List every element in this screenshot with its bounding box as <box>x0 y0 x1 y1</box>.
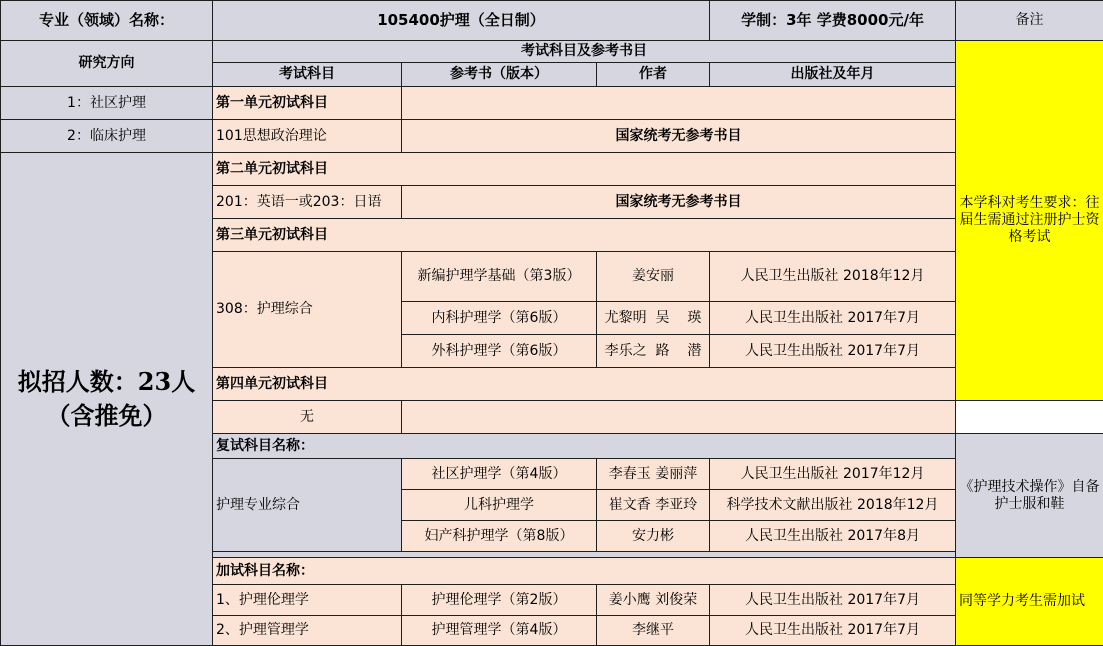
additional-author-2: 李继平 <box>597 616 710 646</box>
remarks-header: 备注 <box>956 1 1103 41</box>
enrollment-note: （含推免） <box>46 401 167 430</box>
additional-publisher-2: 人民卫生出版社 2017年7月 <box>710 616 956 646</box>
unit3-book-3: 外科护理学（第6版） <box>402 335 597 368</box>
unit1-title: 第一单元初试科目 <box>213 87 402 120</box>
reference-book-header: 参考书（版本） <box>402 63 597 87</box>
additional-author-1: 姜小鹰 刘俊荣 <box>597 585 710 616</box>
retest-book-1: 社区护理学（第4版） <box>402 459 597 490</box>
publisher-header: 出版社及年月 <box>710 63 956 87</box>
additional-title: 加试科目名称： <box>213 558 956 585</box>
unit1-subject: 101思想政治理论 <box>213 120 402 153</box>
remark-initial: 本学科对考生要求：往届生需通过注册护士资格考试 <box>956 41 1103 401</box>
unit3-author-1: 姜安丽 <box>597 252 710 302</box>
unit3-title: 第三单元初试科目 <box>213 219 956 252</box>
retest-publisher-3: 人民卫生出版社 2017年8月 <box>710 521 956 552</box>
additional-subject-2: 2、护理管理学 <box>213 616 402 646</box>
retest-book-3: 妇产科护理学（第8版） <box>402 521 597 552</box>
unit3-publisher-2: 人民卫生出版社 2017年7月 <box>710 302 956 335</box>
retest-author-3: 安力彬 <box>597 521 710 552</box>
direction-community-nursing: 1：社区护理 <box>1 87 213 120</box>
unit2-title: 第二单元初试科目 <box>213 153 956 186</box>
retest-book-2: 儿科护理学 <box>402 490 597 521</box>
unit3-subject: 308：护理综合 <box>213 252 402 368</box>
retest-title: 复试科目名称： <box>213 434 956 459</box>
unit2-book: 国家统考无参考书目 <box>402 186 956 219</box>
major-value: 105400护理（全日制） <box>213 1 710 41</box>
unit3-publisher-1: 人民卫生出版社 2018年12月 <box>710 252 956 302</box>
unit3-author-3: 李乐之 路 潜 <box>597 335 710 368</box>
exam-books-header: 考试科目及参考书目 <box>213 41 956 63</box>
retest-subject: 护理专业综合 <box>213 459 402 552</box>
unit2-subject: 201：英语一或203：日语 <box>213 186 402 219</box>
unit4-subject: 无 <box>213 401 402 434</box>
unit4-empty <box>402 401 956 434</box>
enrollment-cell <box>1 153 213 646</box>
author-header: 作者 <box>597 63 710 87</box>
unit1-book: 国家统考无参考书目 <box>402 120 956 153</box>
unit3-publisher-3: 人民卫生出版社 2017年7月 <box>710 335 956 368</box>
retest-author-1: 李春玉 姜丽萍 <box>597 459 710 490</box>
remark-additional: 同等学力考生需加试 <box>956 558 1103 646</box>
major-label: 专业（领域）名称： <box>1 1 213 41</box>
enrollment-count: 拟招人数：23人 <box>17 367 196 396</box>
unit3-book-1: 新编护理学基础（第3版） <box>402 252 597 302</box>
unit1-empty <box>402 87 956 120</box>
unit4-title: 第四单元初试科目 <box>213 368 956 401</box>
unit3-book-2: 内科护理学（第6版） <box>402 302 597 335</box>
retest-publisher-1: 人民卫生出版社 2017年12月 <box>710 459 956 490</box>
exam-subject-header: 考试科目 <box>213 63 402 87</box>
direction-clinical-nursing: 2：临床护理 <box>1 120 213 153</box>
unit3-author-2: 尤黎明 吴 瑛 <box>597 302 710 335</box>
additional-book-1: 护理伦理学（第2版） <box>402 585 597 616</box>
additional-subject-1: 1、护理伦理学 <box>213 585 402 616</box>
retest-author-2: 崔文香 李亚玲 <box>597 490 710 521</box>
schooling-fee: 学制：3年 学费8000元/年 <box>710 1 956 41</box>
research-direction-header: 研究方向 <box>1 41 213 87</box>
additional-publisher-1: 人民卫生出版社 2017年7月 <box>710 585 956 616</box>
additional-book-2: 护理管理学（第4版） <box>402 616 597 646</box>
retest-publisher-2: 科学技术文献出版社 2018年12月 <box>710 490 956 521</box>
remark-retest: 《护理技术操作》自备护士服和鞋 <box>956 434 1103 558</box>
